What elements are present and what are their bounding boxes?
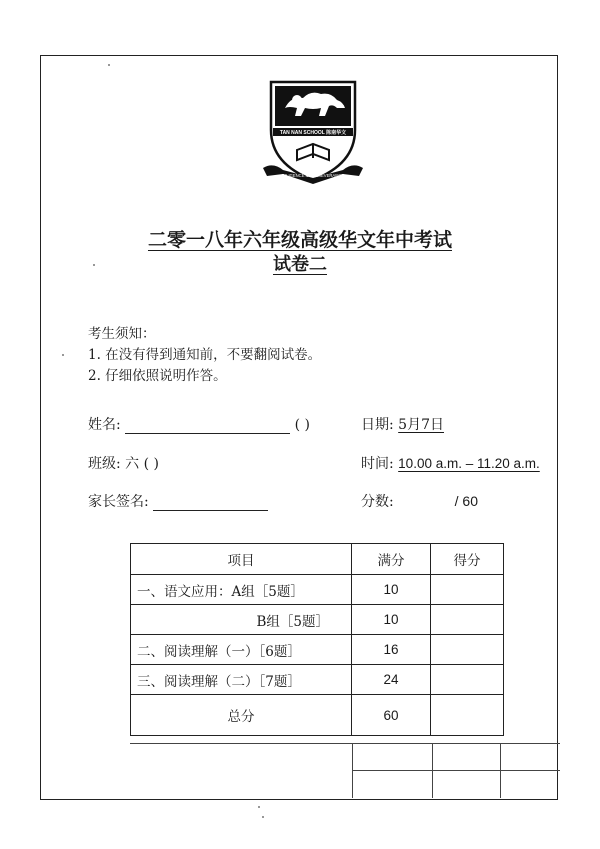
crest-motto-text: DILIGENCE & PERSEVERANCE xyxy=(281,173,345,178)
scan-speck xyxy=(258,806,260,808)
class-label: 班级: 六 ( ) xyxy=(88,456,159,472)
table-row xyxy=(131,665,504,695)
time-value: 10.00 a.m. – 11.20 a.m. xyxy=(398,456,540,471)
instruction-item: 1. 在没有得到通知前，不要翻阅试卷。 xyxy=(88,347,322,363)
table-row xyxy=(131,635,504,665)
score-field xyxy=(361,491,478,511)
total-full-marks: 60 xyxy=(352,695,431,736)
time-field xyxy=(361,453,540,473)
score-table xyxy=(130,543,504,736)
paper-subtitle: 试卷二 xyxy=(273,254,327,275)
table-row xyxy=(131,575,504,605)
name-label: 姓名: xyxy=(88,417,121,433)
row-score-cell[interactable] xyxy=(431,665,504,695)
scan-speck xyxy=(262,816,264,818)
score-label: 分数: xyxy=(361,494,394,510)
school-crest-logo xyxy=(263,78,363,186)
class-number-paren: ( ) xyxy=(294,417,310,433)
row-item: B组［5题］ xyxy=(131,605,352,635)
date-field xyxy=(361,414,444,434)
row-full-marks: 10 xyxy=(352,605,431,635)
scan-line xyxy=(500,743,501,798)
total-label: 总分 xyxy=(131,695,352,736)
parent-signature-label: 家长签名: xyxy=(88,494,149,510)
score-total: / 60 xyxy=(454,493,478,509)
row-full-marks: 10 xyxy=(352,575,431,605)
row-full-marks: 16 xyxy=(352,635,431,665)
instructions-heading: 考生须知： xyxy=(88,326,156,342)
row-item: 一、语文应用：A组［5题］ xyxy=(131,575,352,605)
row-score-cell[interactable] xyxy=(431,605,504,635)
table-header-row xyxy=(131,544,504,575)
table-total-row xyxy=(131,695,504,736)
row-score-cell[interactable] xyxy=(431,575,504,605)
header-full-marks: 满分 xyxy=(352,544,431,575)
crest-school-text: TAN NAN SCHOOL 陈南华文 xyxy=(279,130,347,136)
header-item: 项目 xyxy=(131,544,352,575)
date-value: 5月7日 xyxy=(398,417,444,433)
time-label: 时间: xyxy=(361,456,394,472)
parent-signature-field xyxy=(88,491,268,511)
row-score-cell[interactable] xyxy=(431,635,504,665)
exam-title: 二零一八年六年级高级华文年中考试 xyxy=(147,229,452,251)
name-field xyxy=(88,414,310,434)
total-score-cell[interactable] xyxy=(431,695,504,736)
class-field xyxy=(88,453,159,473)
parent-signature-blank[interactable] xyxy=(153,510,268,511)
scan-line xyxy=(352,743,353,798)
row-item: 三、阅读理解（二）［7题］ xyxy=(131,665,352,695)
scan-line xyxy=(130,743,560,744)
name-blank[interactable] xyxy=(125,433,290,434)
candidate-instructions xyxy=(88,324,321,387)
scan-line xyxy=(432,743,433,798)
header-score: 得分 xyxy=(431,544,504,575)
scan-speck xyxy=(108,64,110,66)
scan-speck xyxy=(62,354,64,356)
row-item: 二、阅读理解（一）［6题］ xyxy=(131,635,352,665)
row-full-marks: 24 xyxy=(352,665,431,695)
date-label: 日期: xyxy=(361,417,394,433)
table-row xyxy=(131,605,504,635)
instruction-item: 2. 仔细依照说明作答。 xyxy=(88,368,227,384)
scan-line xyxy=(352,770,560,771)
